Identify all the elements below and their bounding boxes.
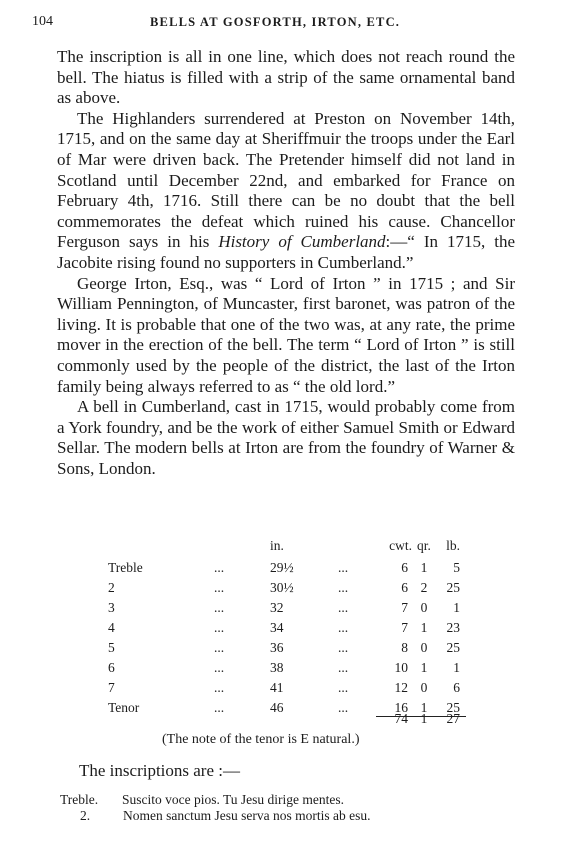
bell-qr: 1: [420, 660, 428, 675]
leader-dots: ...: [338, 660, 349, 675]
bell-diameter: 46: [270, 700, 284, 715]
bell-diameter: 32: [270, 600, 284, 615]
bell-diameter: 30½: [270, 580, 294, 595]
column-header-cwt: cwt.: [389, 538, 412, 553]
bell-qr: 1: [420, 700, 428, 715]
bell-cwt: 6: [401, 580, 408, 595]
inscription-label: Treble.: [60, 792, 99, 807]
leader-dots: ...: [338, 580, 349, 595]
inscription-text: Nomen sanctum Jesu serva nos mortis ab esu.: [123, 808, 371, 823]
paragraph: [57, 397, 515, 479]
paragraph: [57, 47, 515, 109]
bell-lb: 5: [453, 560, 460, 575]
table-header-row: [100, 538, 500, 554]
leader-dots: ...: [214, 640, 225, 655]
leader-dots: ...: [338, 680, 349, 695]
table-row: [100, 680, 500, 696]
page-header: [32, 14, 532, 34]
running-title: BELLS AT GOSFORTH, IRTON, ETC.: [150, 15, 401, 29]
table-row: [100, 560, 500, 576]
leader-dots: ...: [338, 620, 349, 635]
inscription-label: 2.: [80, 808, 91, 823]
column-header-inches: in.: [270, 538, 284, 553]
table-row: [100, 620, 500, 636]
paragraph-text: The inscription is all in one line, which does not reach round the bell. The hiatus is filled with a strip of the same ornamental band as above.: [57, 47, 515, 108]
column-header-qr: qr.: [417, 538, 431, 553]
leader-dots: ...: [214, 700, 225, 715]
bell-qr: 0: [420, 640, 428, 655]
leader-dots: ...: [338, 640, 349, 655]
bell-name: 6: [108, 660, 115, 675]
bell-lb: 25: [446, 640, 460, 655]
paragraph: [57, 109, 515, 274]
paragraph: [57, 274, 515, 398]
bell-cwt: 7: [401, 600, 408, 615]
total-qr: 1: [420, 711, 428, 726]
bell-qr: 2: [420, 580, 428, 595]
bell-diameter: 29½: [270, 560, 294, 575]
bell-name: Tenor: [108, 700, 140, 715]
bell-name: 2: [108, 580, 115, 595]
bell-name: Treble: [108, 560, 143, 575]
bell-lb: 25: [446, 700, 460, 715]
leader-dots: ...: [214, 660, 225, 675]
total-lb: 27: [446, 711, 460, 726]
table-row: [100, 600, 500, 616]
inscription-bell-2: [80, 808, 500, 826]
bell-lb: 23: [446, 620, 460, 635]
bell-qr: 0: [420, 600, 428, 615]
bell-diameter: 41: [270, 680, 284, 695]
inscriptions-heading: The inscriptions are :—: [79, 761, 240, 780]
paragraph-text: A bell in Cumberland, cast in 1715, would probably come from a York foundry, and be the work of either Samuel Smith or Edward Sellar. The modern bells at Irton are from the foundry of Warner & Sons, London.: [57, 397, 515, 478]
total-cwt: 74: [394, 711, 408, 726]
leader-dots: ...: [214, 560, 225, 575]
table-row: [100, 640, 500, 656]
bell-cwt: 10: [394, 660, 408, 675]
bell-qr: 1: [420, 620, 428, 635]
bell-cwt: 16: [394, 700, 408, 715]
body-text: [57, 47, 515, 479]
bell-qr: 0: [420, 680, 428, 695]
bell-name: 4: [108, 620, 115, 635]
tenor-note: (The note of the tenor is E natural.): [162, 732, 360, 747]
leader-dots: ...: [338, 700, 349, 715]
paragraph-text: The Highlanders surrendered at Preston on November 14th, 1715, and on the same day at Sheriffmuir the troops under the Earl of Mar were driven back. The Pretender himself did not land in Scotland until December 22nd, and embarked for France on February 4th, 1716. Still there can be no doubt that the bell commemorates the defeat which ruined his cause. Chancellor Ferguson says in his: [57, 108, 515, 252]
paragraph-text: :—“ In 1715, the Jacobite rising found no supporters in Cumberland.”: [57, 232, 515, 272]
leader-dots: ...: [338, 600, 349, 615]
paragraph-text: George Irton, Esq., was “ Lord of Irton ” in 1715 ; and Sir William Pennington, of Muncaster, first baronet, was patron of the living. It is probable that one of the two was, at any rate, the prime mover in the erection of the bell. The term “ Lord of Irton ” is still commonly used by the people of the district, the last of the Irton family being always referred to as “ the old lord.”: [57, 273, 515, 396]
bell-cwt: 7: [401, 620, 408, 635]
column-header-lb: lb.: [446, 538, 460, 553]
bell-cwt: 6: [401, 560, 408, 575]
bell-diameter: 34: [270, 620, 284, 635]
bell-name: 5: [108, 640, 115, 655]
bell-diameter: 38: [270, 660, 284, 675]
leader-dots: ...: [214, 580, 225, 595]
leader-dots: ...: [338, 560, 349, 575]
inscription-text: Suscito voce pios. Tu Jesu dirige mentes.: [122, 792, 344, 807]
table-row: [100, 660, 500, 676]
leader-dots: ...: [214, 680, 225, 695]
leader-dots: ...: [214, 600, 225, 615]
bell-qr: 1: [420, 560, 428, 575]
bell-lb: 25: [446, 580, 460, 595]
bell-name: 3: [108, 600, 115, 615]
total-row: [100, 711, 500, 727]
bell-lb: 1: [453, 660, 460, 675]
leader-dots: ...: [214, 620, 225, 635]
bell-lb: 1: [453, 600, 460, 615]
bell-cwt: 8: [401, 640, 408, 655]
table-row: [100, 580, 500, 596]
italic-title: History of Cumberland: [218, 232, 386, 252]
page-number: 104: [32, 14, 53, 29]
bell-name: 7: [108, 680, 115, 695]
bell-diameter: 36: [270, 640, 284, 655]
bell-cwt: 12: [394, 680, 408, 695]
bell-lb: 6: [453, 680, 460, 695]
